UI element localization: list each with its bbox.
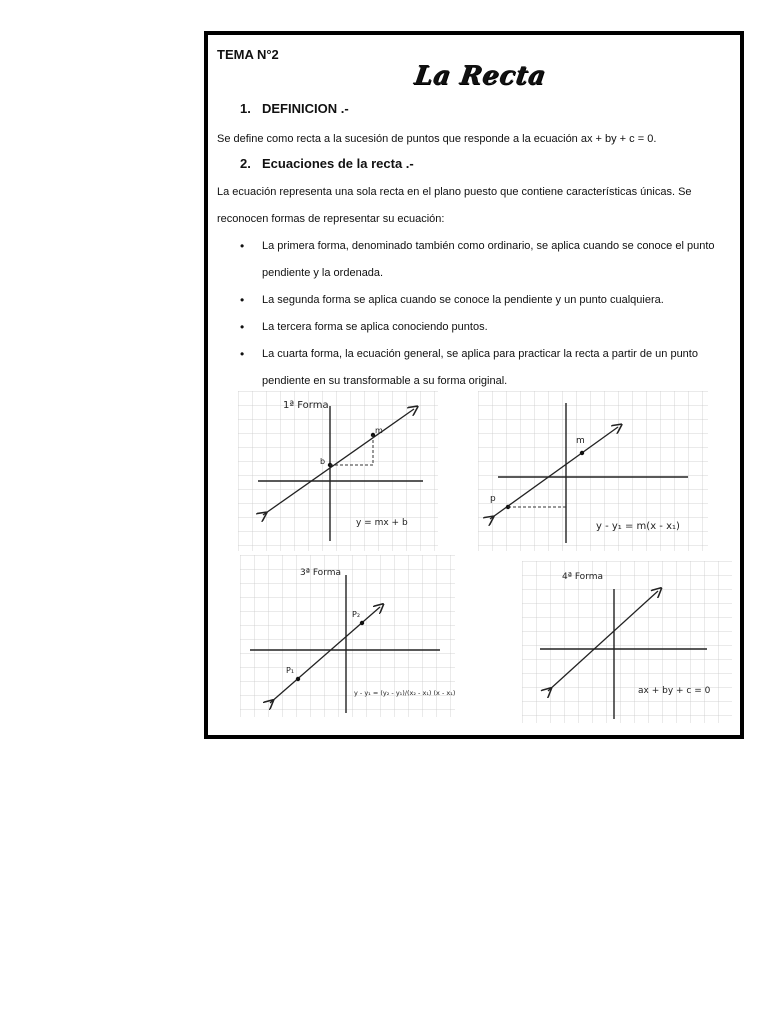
svg-text:P₂: P₂ bbox=[352, 610, 361, 619]
definition-text: Se define como recta a la sucesión de puntos que responde a la ecuación ax + by + c = 0. bbox=[217, 133, 657, 145]
bullet-icon: • bbox=[240, 347, 245, 361]
graph-fourth-form bbox=[522, 561, 732, 723]
list-item: • La cuarta forma, la ecuación general, se aplica para practicar la recta a partir de un punto pendiente en su transformable a su forma original. bbox=[240, 341, 732, 395]
list-item: • La segunda forma se aplica cuando se conoce la pendiente y un punto cualquiera. bbox=[240, 287, 732, 314]
list-item: • La tercera forma se aplica conociendo puntos. bbox=[240, 314, 732, 341]
svg-text:p: p bbox=[490, 494, 496, 504]
section-2-title: Ecuaciones de la recta .- bbox=[262, 156, 414, 171]
svg-text:m: m bbox=[576, 436, 585, 446]
graph-3-equation: y - y₁ = (y₂ - y₁)/(x₂ - x₁) (x - x₁) bbox=[354, 689, 455, 697]
section-2-heading bbox=[240, 156, 414, 171]
document-frame bbox=[204, 31, 744, 739]
graph-4-equation: ax + by + c = 0 bbox=[638, 686, 711, 696]
graph-4-label: 4ª Forma bbox=[562, 572, 604, 582]
graph-second-form bbox=[478, 391, 708, 551]
topic-number: TEMA N°2 bbox=[217, 47, 279, 62]
section-1-title: DEFINICION .- bbox=[262, 101, 349, 116]
svg-text:m: m bbox=[375, 426, 383, 435]
section-1-number: 1. bbox=[240, 101, 251, 116]
graph-third-form bbox=[240, 555, 455, 717]
page-title: La Recta bbox=[412, 61, 548, 91]
graph-first-form bbox=[238, 391, 438, 551]
bullet-icon: • bbox=[240, 239, 245, 253]
graph-1-equation: y = mx + b bbox=[356, 518, 408, 528]
graph-1-label: 1ª Forma bbox=[283, 400, 329, 411]
section-1-heading bbox=[240, 101, 349, 116]
forms-list bbox=[240, 233, 732, 395]
graph-3-label: 3ª Forma bbox=[300, 568, 342, 578]
list-item: • La primera forma, denominado también como ordinario, se aplica cuando se conoce el punto pendiente y la ordenada. bbox=[240, 233, 732, 287]
bullet-icon: • bbox=[240, 320, 245, 334]
section-2-number: 2. bbox=[240, 156, 251, 171]
equations-intro-text: La ecuación representa una sola recta en el plano puesto que contiene características únicas. Se reconocen formas de representar su ecuación: bbox=[217, 186, 692, 225]
svg-text:P₁: P₁ bbox=[286, 666, 295, 675]
bullet-icon: • bbox=[240, 293, 245, 307]
svg-text:b: b bbox=[320, 457, 326, 466]
graph-2-equation: y - y₁ = m(x - x₁) bbox=[596, 521, 680, 532]
